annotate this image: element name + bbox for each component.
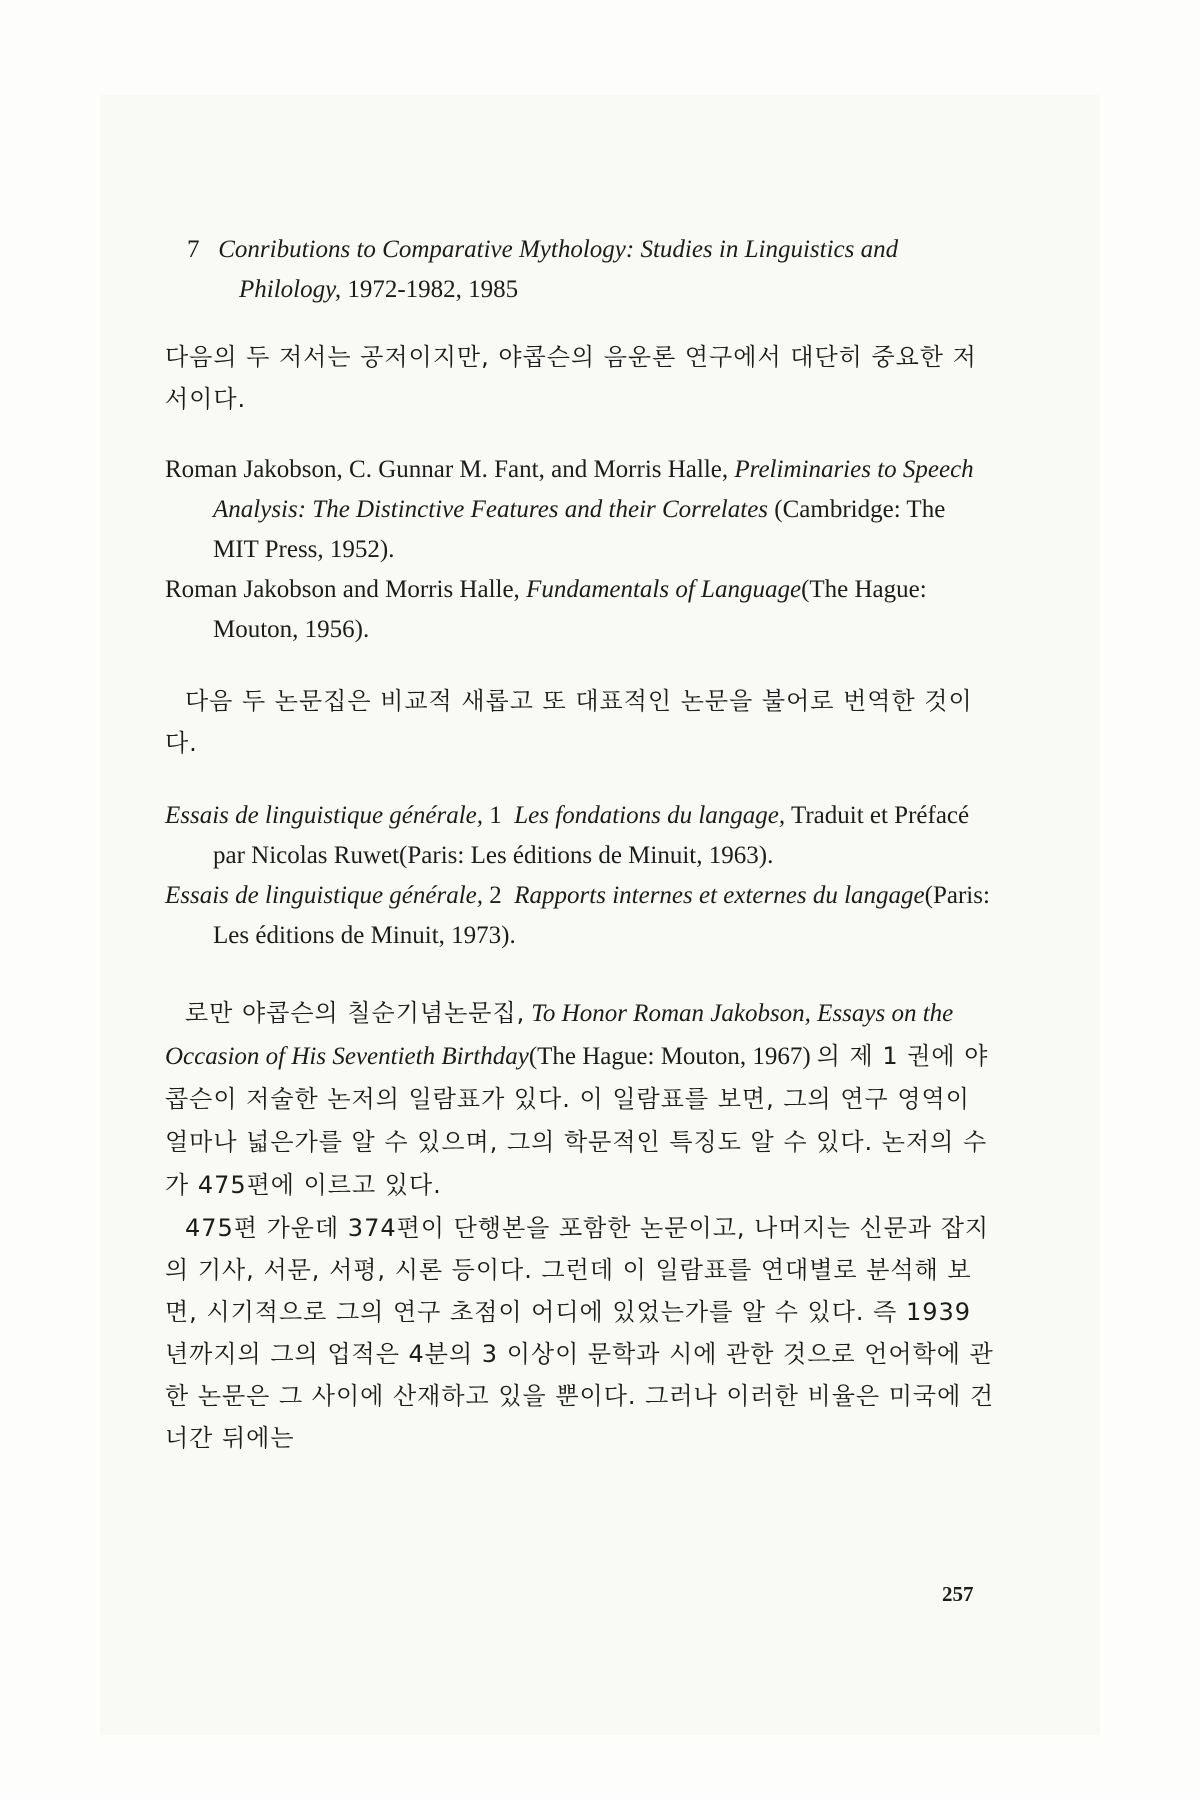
book-publisher: (The Hague: Mouton, 1967)	[528, 1043, 811, 1070]
body-paragraph-1	[165, 992, 995, 1207]
paragraph-text: 의 제 1 권에 야콥슨이 저술한 논저의 일람표가 있다. 이 일람표를 보면, 그의 연구 영역이 얼마나 넓은가를 알 수 있으며, 그의 학문적인 특징도 알 수 있다. 논저의 수가 475편에 이르고 있다.	[165, 1042, 989, 1199]
reference-series: Essais de linguistique générale,	[165, 882, 484, 909]
reference-authors: Roman Jakobson, C. Gunnar M. Fant, and Morris Halle,	[165, 456, 729, 483]
paragraph-lead: 로만 야콥슨의 칠순기념논문집,	[185, 999, 526, 1027]
reference-title: Les fondations du langage,	[514, 802, 786, 829]
reference-item	[165, 796, 995, 876]
footnote-title: Conributions to Comparative Mythology: Studies in Linguistics and Philology,	[218, 236, 899, 303]
footnote-7	[187, 230, 995, 310]
reference-volume: 2	[489, 882, 502, 909]
page-number: 257	[942, 1582, 974, 1606]
intro-paragraph-2: 다음 두 논문집은 비교적 새롭고 또 대표적인 논문을 불어로 번역한 것이다.	[165, 687, 973, 757]
intro-paragraph-1: 다음의 두 저서는 공저이지만, 야콥슨의 음운론 연구에서 대단히 중요한 저서이다.	[165, 343, 977, 413]
reference-title: Preliminaries to Speech Analysis: The Distinctive Features and their Correlates	[213, 456, 974, 523]
reference-title: Rapports internes et externes du langage	[514, 882, 925, 909]
reference-item	[165, 876, 995, 956]
reference-list-1	[165, 450, 995, 650]
book-title: To Honor Roman Jakobson, Essays on the Occasion of His Seventieth Birthday	[165, 1000, 954, 1070]
reference-list-2	[165, 796, 995, 956]
reference-volume: 1	[489, 802, 502, 829]
reference-title: Fundamentals of Language	[526, 576, 802, 603]
reference-item	[165, 450, 995, 570]
reference-item	[165, 570, 995, 650]
reference-publisher: (Cambridge: The MIT Press, 1952).	[213, 496, 946, 563]
footnote-number: 7	[187, 236, 200, 263]
reference-series: Essais de linguistique générale,	[165, 802, 484, 829]
reference-publisher: Traduit et Préfacé par Nicolas Ruwet(Paris: Les éditions de Minuit, 1963).	[213, 802, 970, 869]
reference-publisher: (Paris: Les éditions de Minuit, 1973).	[213, 882, 990, 949]
body-paragraph-2: 475편 가운데 374편이 단행본을 포함한 논문이고, 나머지는 신문과 잡지의 기사, 서문, 서평, 시론 등이다. 그런데 이 일람표를 연대별로 분석해 보면, 시기적으로 그의 연구 초점이 어디에 있었는가를 알 수 있다. 즉 1939년까지의 그의 업적은 4분의 3 이상이 문학과 시에 관한 것으로 언어학에 관한 논문은 그 사이에 산재하고 있을 뿐이다. 그러나 이러한 비율은 미국에 건너간 뒤에는	[165, 1214, 995, 1452]
reference-authors: Roman Jakobson and Morris Halle,	[165, 576, 520, 603]
page-content	[165, 230, 995, 1459]
footnote-years: 1972-1982, 1985	[347, 276, 519, 303]
reference-publisher: (The Hague: Mouton, 1956).	[213, 576, 927, 643]
